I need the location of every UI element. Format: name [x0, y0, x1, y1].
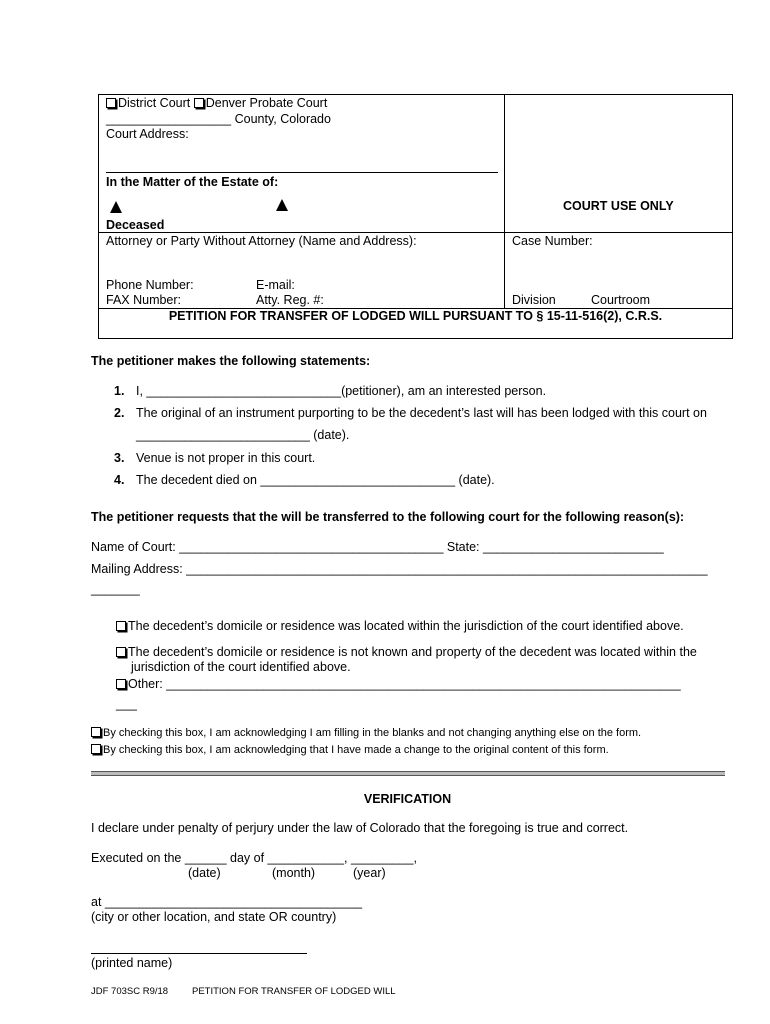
verification-heading: VERIFICATION	[363, 792, 452, 806]
statement-number: 2.	[114, 406, 125, 420]
reason-other-continued[interactable]: ___	[116, 697, 137, 711]
county-line[interactable]: __________________ County, Colorado	[106, 112, 331, 126]
reason-domicile-unknown-line2: jurisdiction of the court identified above.	[131, 660, 351, 674]
section-divider	[91, 771, 725, 776]
request-heading: The petitioner requests that the will be transferred to the following court for the following reason(s):	[91, 510, 685, 524]
reason-domicile-unknown	[116, 645, 697, 659]
court-address-label: Court Address:	[106, 127, 189, 141]
statement-text[interactable]: The decedent died on ____________________________ (date).	[136, 473, 495, 487]
courtroom-label: Courtroom	[591, 293, 651, 307]
phone-label: Phone Number:	[106, 278, 194, 292]
reason-domicile-known	[116, 619, 684, 633]
ack-changed-label: By checking this box, I am acknowledging that I have made a change to the original content of this form.	[103, 744, 609, 756]
executed-date-label: (date)	[188, 866, 221, 880]
footer-form-name: PETITION FOR TRANSFER OF LODGED WILL	[192, 986, 396, 997]
reason-domicile-known-label: The decedent’s domicile or residence was located within the jurisdiction of the court identified above.	[128, 619, 684, 633]
fax-label: FAX Number:	[106, 293, 182, 307]
statement-number: 3.	[114, 451, 125, 465]
reason-other	[116, 677, 681, 691]
reason-domicile-known-checkbox[interactable]	[116, 621, 126, 631]
executed-line[interactable]: Executed on the ______ day of ___________, _________,	[91, 851, 417, 865]
denver-probate-court-label: Denver Probate Court	[205, 96, 328, 110]
executed-month-label: (month)	[272, 866, 316, 880]
statement-number: 1.	[114, 384, 125, 398]
caption-divider-vertical	[504, 94, 505, 308]
atty-reg-label: Atty. Reg. #:	[256, 293, 324, 307]
statement-number: 4.	[114, 473, 125, 487]
footer-form-id: JDF 703SC R9/18	[91, 986, 169, 997]
statement-text[interactable]: _________________________ (date).	[136, 428, 350, 442]
reason-other-checkbox[interactable]	[116, 679, 126, 689]
district-court-label: District Court	[118, 96, 191, 110]
triangle-left-icon	[110, 201, 122, 216]
name-of-court-field[interactable]: Name of Court: ______________________________________ State: __________________________	[91, 540, 664, 554]
ack-no-change-label: By checking this box, I am acknowledging I am filling in the blanks and not changing anything else on the form.	[103, 727, 642, 739]
printed-name-line[interactable]	[91, 953, 307, 954]
reason-domicile-unknown-checkbox[interactable]	[116, 647, 126, 657]
case-number-label: Case Number:	[512, 234, 593, 248]
reason-domicile-unknown-label: The decedent’s domicile or residence is not known and property of the decedent was located within the	[128, 645, 697, 659]
caption-divider-1	[98, 232, 733, 233]
statement-text[interactable]: I, ____________________________(petitioner), am an interested person.	[136, 384, 547, 398]
triangle-right-icon	[276, 199, 288, 214]
executed-year-label: (year)	[353, 866, 386, 880]
form-title: PETITION FOR TRANSFER OF LODGED WILL PURSUANT TO § 15-11-516(2), C.R.S.	[168, 309, 663, 323]
email-label: E-mail:	[256, 278, 295, 292]
printed-name-label: (printed name)	[91, 956, 173, 970]
ack-no-change	[91, 727, 641, 739]
court-use-only-label: COURT USE ONLY	[563, 199, 674, 213]
mailing-address-field[interactable]: Mailing Address: ___________________________________________________________________________	[91, 562, 708, 576]
court-address-underline	[106, 172, 498, 173]
location-label: (city or other location, and state OR country)	[91, 910, 337, 924]
statement-text: Venue is not proper in this court.	[136, 451, 316, 465]
ack-changed-checkbox[interactable]	[91, 744, 101, 754]
statements-heading: The petitioner makes the following statements:	[91, 354, 371, 368]
verification-declaration: I declare under penalty of perjury under the law of Colorado that the foregoing is true and correct.	[91, 821, 629, 835]
denver-probate-court-checkbox[interactable]	[194, 98, 204, 108]
reason-other-label[interactable]: Other: __________________________________________________________________________	[128, 677, 681, 691]
deceased-label: Deceased	[106, 218, 165, 232]
ack-no-change-checkbox[interactable]	[91, 727, 101, 737]
court-selection	[106, 96, 327, 110]
district-court-checkbox[interactable]	[106, 98, 116, 108]
division-label: Division	[512, 293, 556, 307]
statement-text: The original of an instrument purporting to be the decedent’s last will has been lodged with this court on	[136, 406, 707, 420]
mailing-address-continued[interactable]: _______	[91, 582, 140, 596]
matter-heading: In the Matter of the Estate of:	[106, 175, 279, 189]
location-line[interactable]: at _____________________________________	[91, 895, 363, 909]
attorney-label: Attorney or Party Without Attorney (Name and Address):	[106, 234, 417, 248]
ack-changed	[91, 744, 609, 756]
